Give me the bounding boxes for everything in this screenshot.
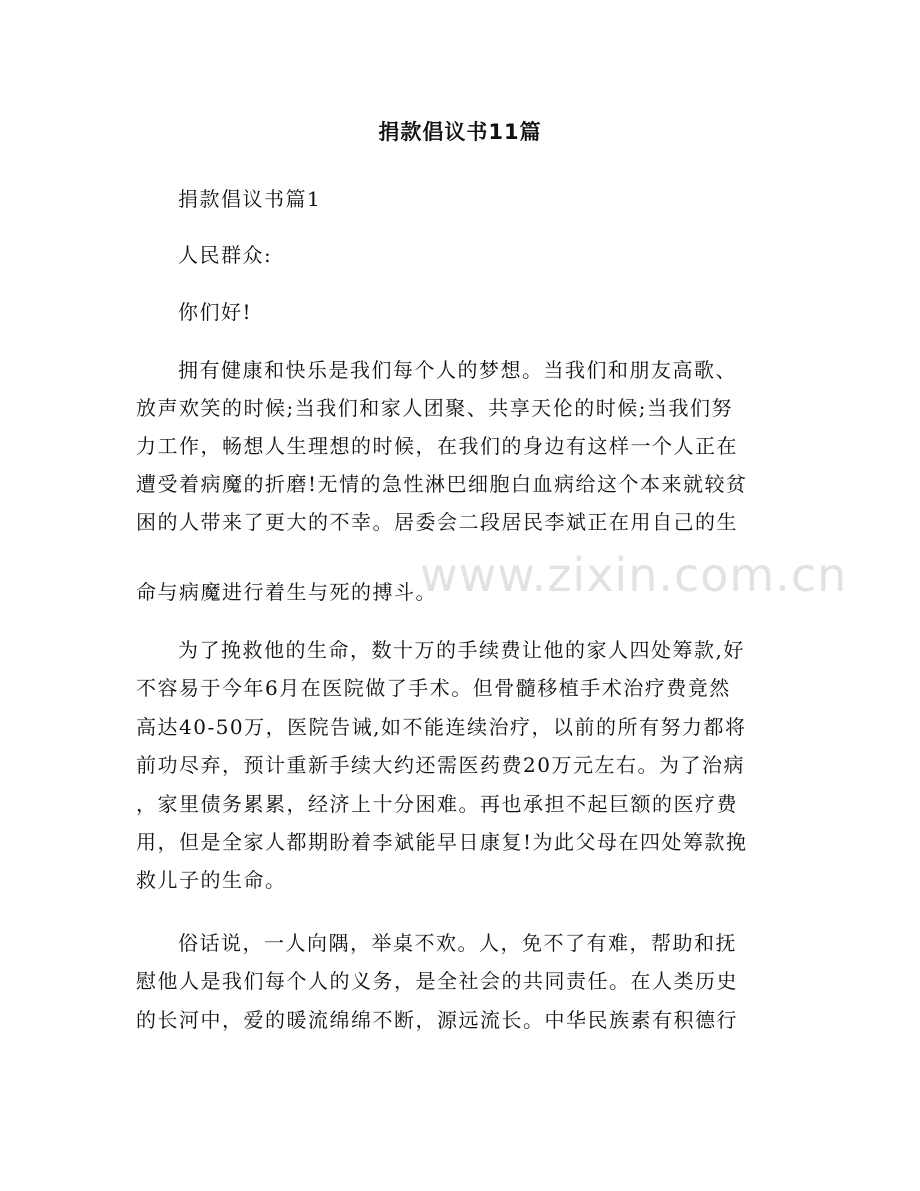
paragraph-line: 拥有健康和快乐是我们每个人的梦想。当我们和朋友高歌、 [178,358,737,382]
paragraph-line: 命与病魔进行着生与死的搏斗。 [136,580,437,604]
watermark: www.zixin.com.cn [420,548,848,602]
paragraph-line: 困的人带来了更大的不幸。居委会二段居民李斌正在用自己的生 [136,510,738,534]
paragraph-line: 为了挽救他的生命，数十万的手续费让他的家人四处筹款,好 [178,638,745,662]
paragraph-line: 的长河中，爱的暖流绵绵不断，源远流长。中华民族素有积德行 [136,1008,738,1032]
salutation: 人民群众: [178,243,273,267]
greeting: 你们好! [178,300,253,324]
paragraph-line: 慰他人是我们每个人的义务，是全社会的共同责任。在人类历史 [136,969,738,993]
paragraph-line: 放声欢笑的时候;当我们和家人团聚、共享天伦的时候;当我们努 [136,396,733,420]
paragraph-line: 用，但是全家人都期盼着李斌能早日康复!为此父母在四处筹款挽 [136,830,748,854]
section-heading: 捐款倡议书篇1 [178,187,322,211]
paragraph-line: 救儿子的生命。 [136,868,287,892]
paragraph-line: 遭受着病魔的折磨!无情的急性淋巴细胞白血病给这个本来就较贫 [136,472,748,496]
paragraph-line: 高达40-50万，医院告诫,如不能连续治疗，以前的所有努力都将 [136,715,747,739]
document-title: 捐款倡议书11篇 [378,120,542,144]
paragraph-line: 不容易于今年6月在医院做了手术。但骨髓移植手术治疗费竟然 [136,676,731,700]
paragraph-line: 俗话说，一人向隅，举桌不欢。人，免不了有难，帮助和抚 [178,931,737,955]
paragraph-line: ，家里债务累累，经济上十分困难。再也承担不起巨额的医疗费 [136,792,738,816]
paragraph-line: 前功尽弃，预计重新手续大约还需医药费20万元左右。为了治病 [136,753,745,777]
paragraph-line: 力工作，畅想人生理想的时候，在我们的身边有这样一个人正在 [136,434,738,458]
